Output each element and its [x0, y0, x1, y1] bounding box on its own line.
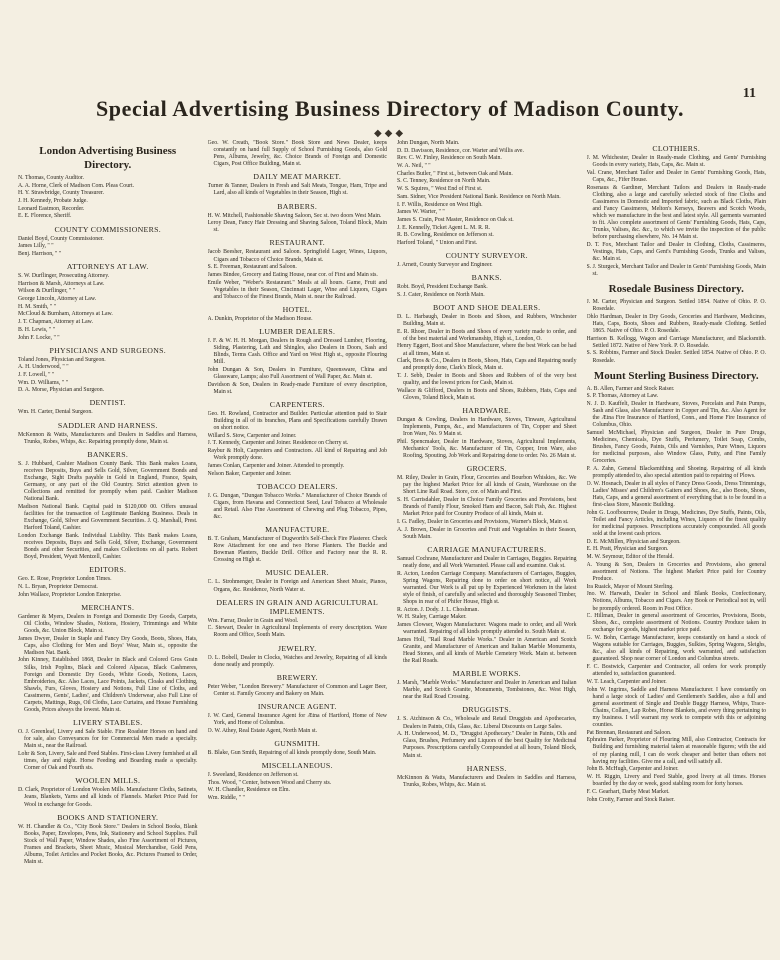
section-heading: HARDWARE.	[462, 406, 512, 415]
directory-entry: D. L. Harbaugh, Dealer in Boots and Shoes, and Rubbers, Winchester Building, Main st.	[397, 313, 577, 327]
directory-entry: J. M. Carter, Physician and Surgeon. Settled 1854. Native of Ohio. P. O. Rosedale.	[586, 298, 766, 313]
directory-entry: John Kinney, Established 1868, Dealer in Black and Colored Gros Grain Silks, Irish Poplins, Black and Colored Alpacas, Black Cashmeres, Foreign and Domestic Dry Goods, White Goods, Notions, Laces, Embroideries, &c. Also Laces, Lace Points, Jackets, Cloaks and Clothing, Shawls, Furs, Gloves, Hosiery and Notions, Full Line of Cloths, and Cassimeres, Gents', Ladies', and Children's Underwear, also Full Line of Carpets, Mattings, Rugs, Oil Cloths, Lace Curtains, and House Furnishing Goods, Prices always the lowest. Main st.	[18, 657, 198, 714]
directory-entry: Geo. H. Rowland, Contractor and Builder. Particular attention paid to Stair Building in all of its branches, Plans and Specifications carefully Drawn on short notice.	[207, 410, 387, 432]
directory-entry: Phil. Spencmaker, Dealer in Hardware, Stoves, Agricultural Implements, Mechanics' Tools, &c. Manufacturer of Tin, Copper, Iron Ware, also Roofing, Spouting, Job Work and Repairing done to order. No. 26 Main st.	[397, 438, 577, 460]
directory-entry: B. H. Lewis, " "	[18, 326, 56, 333]
directory-entry: D. E. McMillen, Physician and Surgeon.	[586, 538, 681, 545]
directory-entry: Henry Eggert, Boot and Shoe Manufacturer, where the best Work can be had at all times, Main st.	[397, 343, 577, 357]
section-heading: JEWELRY.	[278, 643, 317, 653]
directory-entry: O. L. Bobell, Dealer in Clocks, Watches and Jewelry, Repairing of all kinds done neatly and promptly.	[207, 654, 387, 668]
directory-entry: W. H. Riggin, Livery and Feed Stable, good livery at all times. Horses boarded by the day or week, good stabling room for forty horses.	[586, 774, 766, 788]
directory-entry: Geo. W. Creath, "Book Store." Book Store and News Dealer, keeps constantly on hand full Supply of School Furnishing Goods, also Gold Pens, Albums, Jewelry, &c. Choice Brands of Foreign and Domestic Cigars, Post Office Building, Main st.	[207, 140, 387, 168]
directory-entry: I. F. Willis, Residence on West High.	[397, 201, 483, 208]
directory-entry: B. Blake, Gun Smith, Repairing of all kinds promptly done, South Main.	[207, 749, 377, 756]
directory-entry: H. M. Smith, " "	[18, 303, 57, 310]
directory-entry: W. H. Chandler, Residence on Elm.	[207, 787, 290, 794]
directory-entry: James Lilly, " "	[18, 243, 54, 250]
directory-entry: J. S. Atchinson & Co., Wholesale and Retail Druggists and Apothecaries, Dealers in Paints, Oils, Glass, &c. Liberal Discounts on Large Sales.	[397, 716, 577, 730]
directory-entry: J. W. Card, General Insurance Agent for Ætna of Hartford, Home of New York, and Home of Columbus.	[207, 712, 387, 726]
directory-entry: S. S. Robbins, Farmer and Stock Dealer. Settled 1854. Native of Ohio. P. O. Rosedale.	[586, 350, 766, 364]
directory-entry: McKennon & Watts, Manufacturers and Dealers in Saddles and Harness, Trunks, Robes, Whips, &c. Repairing promptly done, Main st.	[18, 431, 198, 445]
directory-entry: S. C. Tenney, Residence on North Main.	[397, 178, 491, 185]
directory-entry: Emile Weber, "Weber's Restaurant." Meals at all hours. Game, Fruit and Vegetables in their Season, Cincinnati Lager, Wine and Liquors, Cigars and Tobacco of the Finest Brands, Main st. near the Railroad.	[207, 279, 387, 300]
section-heading: SADDLER AND HARNESS.	[57, 420, 158, 430]
directory-entry: Jacob Beesher, Restaurant and Saloon. Springfield Lager, Wines, Liquors, Cigars and Tobacco of Choice Brands, Main st.	[207, 249, 387, 263]
section-heading: ATTORNEYS AT LAW.	[66, 262, 149, 271]
directory-entry: A. J. Brown, Dealer in Groceries and Fruit and Vegetables in their Season, South Main.	[397, 526, 577, 540]
section-heading: RESTAURANT.	[269, 238, 326, 248]
directory-entry: Thos. Wood, " Center, between Wood and Cherry sts.	[207, 779, 332, 786]
section-heading: BANKERS.	[87, 449, 129, 459]
directory-column	[397, 140, 577, 946]
directory-entry: Nelson Baker, Carpenter and Joiner.	[207, 470, 292, 477]
section-heading: CARRIAGE MANUFACTURERS.	[427, 544, 547, 554]
section-heading: INSURANCE AGENT.	[257, 701, 337, 711]
section-heading: BANKS.	[471, 273, 502, 283]
directory-entry: Benj. Harrison, " "	[18, 250, 62, 257]
directory-entry: James Holl, "Rail Road Marble Works." Dealer in American and Scotch Granite, and Manufacturer of American and Italian Marble Monuments, Head Stones, and all kinds of Marble Cemetery Work. Main st. between the Rail Roads.	[397, 636, 577, 665]
directory-entry: James Bindee, Grocery and Eating House, near cor. of First and Main sts.	[207, 271, 378, 278]
directory-entry: Wm. D. Williams, " "	[18, 379, 68, 386]
directory-entry: Wm. Farrar, Dealer in Grain and Wool.	[207, 617, 299, 624]
directory-entry: James S. Crain, Post Master, Residence on Oak st.	[397, 216, 514, 223]
directory-entry: W. T. Leach, Carpenter and Joiner.	[586, 678, 667, 685]
section-heading: HOTEL.	[282, 304, 312, 314]
directory-entry: James Dwyer, Dealer in Staple and Fancy Dry Goods, Boots, Shoes, Hats, Caps, also Clothing for Men and Boys' Wear, Main st., opposite the Madison Nat. Bank.	[18, 635, 198, 656]
directory-entry: P. A. Zahn, General Blacksmithing and Shoeing. Repairing of all kinds promptly attended to, also special attention paid to repairing of Plows.	[586, 466, 766, 480]
directory-entry: James Conlan, Carpenter and Joiner. Attended to promptly.	[207, 462, 345, 469]
directory-entry: O. W. Hosnach, Dealer in all styles of Fancy Dress Goods, Dress Trimmings, Ladies' Misses' and Children's Gaiters and Shoes, &c., also Boots, Shoes, Hats, Caps, and a general assortment of everything that is to be found in a first-class Store, Masonic Building.	[586, 480, 766, 509]
directory-entry: R. Acton, London Carriage Company. Manufacturers of Carriages, Buggies, Spring Wagons, Repairing done to order on short notice, all Work warranted. Our Work is all put up by Experienced Workmen in the latest style of finish, of carefully and selected and thoroughly Seasoned Timber, Shops in rear of of Phifer House, High st.	[397, 570, 577, 605]
section-heading: WOOLEN MILLS.	[75, 776, 141, 786]
directory-columns	[18, 140, 766, 946]
directory-entry: John Dungan & Son, Dealers in Furniture, Queensware, China and Glassware, Lamps; also Full Assortment of Wall Paper, &c. Main st.	[207, 366, 387, 381]
directory-entry: Ira Ruaick, Mayor of Mount Sterling.	[586, 583, 674, 590]
section-heading: DENTIST.	[89, 398, 126, 408]
directory-entry: J. Marsh, "Marble Works." Manufacturer and Dealer in American and Italian Marble, and Scotch Granite, Monuments, Tombstones, &c. West High, near the Rail Road Crossing.	[397, 680, 577, 701]
section-heading: HARNESS.	[466, 763, 507, 773]
directory-entry: Ephraim Parker, Proprietor of Flouring Mill, also Contractor, Contracts for Building and furnishing material taken at reasonable figures; with the aid of my planing mill, I can do work cheaper and better than others not having my facilities. Give me a call, and will satisfy all.	[586, 737, 766, 765]
directory-entry: I. G. Fadley, Dealer in Groceries and Provisions, Warner's Block, Main st.	[397, 518, 569, 525]
section-heading: LUMBER DEALERS.	[259, 326, 336, 336]
directory-entry: Willard S. Stow, Carpenter and Joiner.	[207, 432, 297, 439]
directory-entry: E. H. Pratt, Physician and Surgeon.	[586, 546, 669, 553]
directory-entry: Dungan & Cowling, Dealers in Hardware, Stoves, Tinware, Agricultural Implements, Pumps, &c., and Manufacturers of Tin, Copper and Sheet Iron Ware, No. 9 Main st.	[397, 417, 577, 438]
directory-entry: Madison National Bank. Capital paid in $120,000 00. Offers unusual facilities for the transaction of Legitimate Banking Business. Deals in Exchange, Gold, Silver and Government Securities. J. Q. Marshall, Prest. Harford Toland, Cashier.	[18, 503, 198, 532]
directory-entry: Leroy Dean, Fancy Hair Dressing and Shaving Saloon, Toland Block, Main st.	[207, 220, 387, 234]
directory-entry: Wm. Riddle, " "	[207, 794, 245, 801]
title-ornament: ◆◆◆	[373, 128, 407, 139]
directory-entry: W. A. Neil, " "	[397, 163, 431, 170]
section-heading: MISCELLANEOUS.	[261, 760, 333, 770]
section-heading: CLOTHIERS.	[652, 144, 701, 153]
section-heading: GUNSMITH.	[274, 738, 321, 748]
directory-entry: Wilson & Durflinger, " "	[18, 288, 76, 295]
directory-entry: J. Arnett, County Surveyor and Engineer.	[397, 262, 493, 269]
directory-entry: Jno. W. Harwath, Dealer in School and Blank Books, Confectionary, Notions, Albums, Tobacco and Cigars. Any Book or Periodical not in, will be promptly ordered. Room in Post Office.	[586, 591, 766, 612]
directory-entry: M. Riley, Dealer in Grain, Flour, Groceries and Bourbon Whiskies, &c. We pay the highest Market Price for all kinds of Grain, Warehouse on the Short Line Rail Road. Store, cor. of Main and First.	[397, 475, 577, 496]
directory-entry: J. F. & W. H. H. Morgan, Dealers in Rough and Dressed Lumber, Flooring, Siding, Plastering, Lath and Shingles, also Dealers in Doors, Sash and Blinds, Terms Cash. Office and Yard on West High st., opposite Flouring Mill.	[207, 337, 387, 366]
directory-entry: W. H. Chandler & Co., "City Book Store." Dealers in School Books, Blank Books, Paper, Envelopes, Pens, Ink, Stationery and School Supplies. Full Stock of Wall Paper, Window Shades, also Fine Assortment of Pictures, Frames and Brackets, Sheet Music, Musical Merchandise, Gold Pens, Albums, Toilet Articles and Pocket Books, &c. Pictures Framed to Order, Main st.	[18, 823, 198, 866]
directory-entry: Robt. Boyd, President Exchange Bank.	[397, 284, 488, 291]
directory-entry: J. M. Whichester, Dealer in Ready-made Clothing, and Gents' Furnishing Goods in every variety, Hats, Caps, &c. Main st.	[586, 155, 766, 169]
directory-entry: J. T. Kennedy, Carpenter and Joiner. Residence on Cherry st.	[207, 440, 349, 447]
directory-entry: D. A. Morse, Physician and Surgeon.	[18, 387, 105, 394]
directory-entry: J. E. Kennelly, Ticket Agent L. M. R. R.	[397, 224, 491, 231]
directory-title: Rosedale Business Directory.	[608, 282, 744, 295]
directory-entry: A. Dunkin, Proprietor of the Madison House.	[207, 315, 313, 322]
directory-entry: Charles Butler, " First st., between Oak and Main.	[397, 170, 513, 177]
section-heading: EDITORS.	[89, 565, 127, 575]
directory-entry: N. Thomas, County Auditor.	[18, 175, 84, 181]
directory-entry: H. Y. Strawbridge, County Treasurer.	[18, 190, 104, 197]
directory-entry: S. W. Durflinger, Prosecuting Attorney.	[18, 273, 110, 279]
directory-entry: R. B. Cowling, Residence on Jefferson st.	[397, 232, 494, 239]
directory-entry: Toland Jones, Physician and Surgeon.	[18, 356, 106, 363]
section-heading: TOBACCO DEALERS.	[256, 481, 338, 491]
directory-entry: John G. Loofbourrow, Dealer in Drugs, Medicines, Dye Stuffs, Paints, Oils, Toilet and Fancy Articles, including Wines, Liquors of the finest quality for medicinal purposes. Prescriptions accurately compounded. All goods sold at the lowest cash prices.	[586, 509, 766, 538]
section-heading: BOOT AND SHOE DEALERS.	[433, 302, 541, 312]
directory-entry: Samuel McMichael, Physician and Surgeon, Dealer in Pure Drugs, Medicines, Chemicals, Dye Stuffs, Perfumery, Toilet Soap, Combs, Brushes, Fancy Goods, Paints, Oils and Varnishes, Pure Wines, Liquors for medicinal purposes, also Window Glass, Putty, and Fine Family Groceries.	[586, 429, 766, 465]
directory-entry: Geo. E. Rose, Proprietor London Times.	[18, 576, 112, 583]
directory-entry: O. W. Athey, Real Estate Agent, North Main st.	[207, 727, 318, 734]
section-heading: BREWERY.	[276, 672, 318, 682]
directory-entry: Harford Toland, " Union and First.	[397, 239, 478, 246]
section-heading: CARPENTERS.	[269, 399, 325, 409]
section-heading: DEALERS IN GRAIN AND AGRICULTURAL IMPLEMENTS.	[216, 597, 379, 616]
section-heading: COUNTY SURVEYOR.	[445, 251, 528, 261]
directory-entry: W. H. Staley, Carriage Maker.	[397, 614, 467, 621]
directory-entry: John B. McHugh, Carpenter and Joiner.	[586, 766, 679, 773]
directory-entry: Harrison B. Kellogg, Wagon and Carriage Manufacturer, and Blacksmith. Settled 1872. Native of New York. P. O. Rosedale.	[586, 335, 766, 349]
directory-entry: C. Stewart, Dealer in Agricultural Implements of every description. Ware Room and Office, South Main.	[207, 625, 387, 639]
directory-entry: George Lincoln, Attorney at Law.	[18, 296, 97, 303]
directory-entry: C. L. Strohmenger, Dealer in Foreign and American Sheet Music, Pianos, Organs, &c. Residence, North Water st.	[207, 579, 387, 593]
directory-entry: B. T. Graham, Manufacturer of Dugworth's Self-Check Fire Plasterer. Check Row Attachment for one and two Horse Planters. The Buckle and Bowman Planters, Buckle Drill. Office and Factory near the R. R. Crossing on High st.	[207, 536, 387, 564]
section-heading: LIVERY STABLES.	[73, 718, 143, 728]
directory-entry: Samuel Cochrane, Manufacturer and Dealer in Carriages, Buggies. Repairing neatly done, and all Work Warranted. Please call and examine. Oak st.	[397, 555, 577, 569]
section-heading: COUNTY COMMISSIONERS.	[54, 224, 162, 234]
directory-entry: E. E. Florence, Sheriff.	[18, 213, 72, 220]
directory-entry: Turner & Tanner, Dealers in Fresh and Salt Meats, Tongue, Ham, Tripe and Lard, also all kinds of Vegetables in their Season, High st.	[207, 183, 387, 197]
section-heading: BARBERS.	[277, 201, 318, 211]
directory-entry: S. E. Freeman, Restaurant and Saloon.	[207, 264, 297, 271]
directory-column	[208, 140, 388, 946]
directory-entry: McCloud & Burnham, Attorneys at Law.	[18, 311, 113, 318]
directory-entry: C. Hillman, Dealer in general assortment of Groceries, Provisions, Boots, Shoes, &c., complete assortment of Notions. Country Produce taken in exchange for goods, highest market price paid.	[586, 613, 766, 634]
directory-entry: John Dungan, North Main.	[397, 140, 460, 146]
section-heading: MANUFACTURE.	[265, 525, 330, 535]
directory-entry: Raybur & Holt, Carpenters and Contractors. All kind of Repairing and Job Work promptly done.	[207, 448, 387, 462]
section-heading: DRUGGISTS.	[462, 705, 512, 715]
directory-entry: Rev. C. W. Finley, Residence on South Main.	[397, 155, 502, 162]
section-heading: PHYSICIANS AND SURGEONS.	[49, 345, 167, 355]
directory-entry: James W. Warter, " "	[397, 209, 445, 216]
directory-entry: Daniel Boyd, County Commissioner.	[18, 235, 104, 242]
directory-entry: E. R. Rhoer, Dealer in Boots and Shoes of every variety made to order, and of the best material and Workmanship, High st., London, O.	[397, 328, 577, 342]
directory-entry: J. F. Lowell, " "	[18, 371, 55, 378]
directory-entry: Wm. H. Carter, Dental Surgeon.	[18, 409, 93, 416]
directory-entry: John Wallace, Proprietor London Enterprise.	[18, 591, 122, 598]
directory-entry: London Exchange Bank. Individual Liability. This Bank makes Loans, receives Deposits, Buys and Sells Gold, Silver, Exchange, Government Bonds and other Securities, and makes Collections on all parts. Robert Boyd, President, Wyatt Mentzell, Cashier.	[18, 532, 198, 561]
directory-entry: G. W. Bohn, Carriage Manufacturer, keeps constantly on hand a stock of Wagons suitable for Carriages, Buggies, Sulkies, Spring Wagons, Sleighs, &c., also all kinds of Repairing, work warranted, and satisfaction guaranteed. Shop near corner of London and Columbus streets.	[586, 635, 766, 663]
directory-entry: A. Young & Son, Dealers in Groceries and Provisions, also general assortment of Notions. The highest Market Price paid for Country Produce.	[586, 561, 766, 582]
directory-entry: T. J. Sebb, Dealer in Boots and Shoes and Rubbers of of the very best quality, and the lowest prices for Cash, Main st.	[397, 373, 577, 387]
directory-entry: D. Clark, Proprietor of London Woolen Mills. Manufacturer Cloths, Satinets, Jeans, Blankets, Yarns and all kinds of Flannels. Market Price Paid for Wool in exchange for Goods.	[18, 787, 198, 808]
section-heading: MUSIC DEALER.	[265, 568, 329, 578]
directory-entry: N. L. Bryan, Proprietor Democrat.	[18, 583, 98, 590]
page-number: 11	[742, 86, 756, 101]
directory-entry: A. H. Underwood, " "	[18, 364, 69, 371]
section-heading: MERCHANTS.	[81, 602, 135, 612]
directory-entry: Ohlo Hardman, Dealer in Dry Goods, Groceries and Hardware, Medicines, Hats, Caps, Boots, Shoes and Rubbers, Ready-made Clothing. Settled 1865. Native of Ohio. P. O. Rosedale.	[586, 313, 766, 334]
directory-entry: Harrison & Marsh, Attorneys at Law.	[18, 280, 105, 287]
directory-title: Mount Sterling Business Directory.	[593, 369, 759, 382]
directory-entry: S. P. Thomas, Attorney at Law.	[586, 393, 659, 400]
directory-entry: Wallace & Glifford, Dealers in Boots and Shoes, Rubbers, Hats, Caps and Gloves, Toland Block, Main st.	[397, 387, 577, 401]
directory-entry: Rosenaus & Gardiner, Merchant Tailors and Dealers in Ready-made Clothing, also a large and carefully selected stock of fine Cloths and Cassimeres in Domestic and Imported fabric, such as Black Cloths, Plain and Fancy Cassimeres, Melton's Kerseys, Beavers and Scotch Woods, which we manufacture in the best and latest style. All garments warranted to fit. Also complete assortment of Gents' Furnishing Goods, Hats, Caps, Trunks, Valises, &c. &c., to which we invite the inspection of the public before purchasing elsewhere, No. 14 Main st.	[586, 184, 766, 241]
directory-entry: Davidson & Son, Dealers in Ready-made Furniture of every description, Main st.	[207, 381, 387, 395]
directory-entry: John W. Ingrims, Saddle and Harness Manufacturer. I have constantly on hand a large stock of Ladies' and Gentlemen's Saddles, also a full and general assortment of Single and Double Buggy Harness, Whips, Trace-Chains, Collars, Lap Robes, Horse Blankets, and every thing pertaining to my business. I will warrant my work to compete with this or adjoining counties.	[586, 686, 766, 728]
page-title: Special Advertising Business Directory of Madison County.	[95, 96, 685, 121]
directory-entry: A. H. Underwood, M. D., "Druggist Apothecary." Dealer in Paints, Oils and Glass, Brushes, Perfumery and Liquors of the best Quality for Medicinal Purposes. Prescriptions carefully Compounded at all hours, Toland Block, Main st.	[397, 731, 577, 759]
directory-entry: Clark, Bros & Co., Dealers in Boots, Shoes, Hats, Caps and Repairing neatly and promptly done, Clark's Block, Main st.	[397, 358, 577, 372]
section-heading: BOOKS AND STATIONERY.	[57, 812, 159, 822]
directory-entry: Leonard Eastmon, Recorder.	[18, 205, 85, 212]
directory-entry: Sam. Sidner, Vice President National Bank. Residence on North Main.	[397, 193, 561, 200]
directory-entry: O. J. Greenleaf, Livery and Sale Stable. Fine Roadster Horses on hand and for sale, also Conveyances for for Commercial Men made a specialty. Main st., near the Railroad.	[18, 729, 198, 750]
directory-entry: N. J. D. Kauffelt, Dealer in Hardware, Stoves, Porcelain and Pain Pumps, Sash and Glass, also Manufacturer in Copper and Tin, &c. Also Agent for the Ætna Fire Insurance of Hartford, Conn., and Home Fire Insurance of Columbus, Ohio.	[586, 400, 766, 429]
directory-entry: John Crotty, Farmer and Stock Raiser.	[586, 796, 675, 803]
directory-entry: S. J. Cater, Residence on North Main.	[397, 291, 485, 298]
directory-entry: Lohr & Son, Livery, Sale and Feed Stables. First-class Livery furnished at all times, day and night. Horse Feeding and Boarding made a specialty. Corner of Oak and Fourth sts.	[18, 751, 198, 772]
directory-entry: F. C. Bostwick, Carpenter and Contractor, all orders for work promptly attended to, satisfaction guaranteed.	[586, 664, 766, 678]
directory-entry: John F. Locke, " "	[18, 334, 60, 341]
directory-entry: Gardener & Myers, Dealers in Foreign and Domestic Dry Goods, Carpets, Oil Cloths, Window Shades, Notions, Hosiery, Trimmings and White Goods, &c. Union Block, Main st.	[18, 613, 198, 634]
directory-entry: J. T. Chapman, Attorney at Law.	[18, 319, 93, 326]
section-heading: GROCERS.	[466, 464, 507, 474]
directory-entry: S. J. Sturgeck, Merchant Tailor and Dealer in Gents' Furnishing Goods, Main st.	[586, 263, 766, 277]
directory-entry: J. H. Kennedy, Probate Judge.	[18, 198, 88, 205]
directory-entry: F. C. Gearhart, Darby Meat Market.	[586, 788, 670, 795]
directory-column	[587, 140, 767, 946]
directory-entry: A. A. Horne, Clerk of Madison Com. Pleas Court.	[18, 182, 135, 189]
directory-entry: W. S. Squires, " West End of First st.	[397, 186, 483, 193]
directory-entry: D. T. Fox, Merchant Tailor and Dealer in Clothing, Cloths, Cassimeres, Vestings, Hats, Caps, and Gent's Furnishing Goods, Trunks and Valises, &c. Main st.	[586, 241, 766, 263]
directory-entry: D. D. Davisson, Residence, cor. Warter and Willis ave.	[397, 147, 524, 154]
directory-title: London Advertising Business Directory.	[39, 145, 177, 171]
directory-entry: Peter Weber, "London Brewery." Manufacturer of Common and Lager Beer, Center st. Family Grocery and Bakery on Main.	[207, 683, 387, 697]
directory-entry: James Clowser, Wagon Manufacturer. Wagons made to order, and all Work warranted. Repairing of all kinds promptly attended to. South Main st.	[397, 622, 577, 636]
directory-entry: S. H. Carrisdahler, Dealer in Choice Family Groceries and Provisions, best Brands of Family Flour, Smoked Ham and Bacon, Salt Fish, &c. Highest Market Price paid for Country Produce of all kinds, Main st.	[397, 497, 577, 518]
directory-entry: M. W. Seymour, Editor of the Herald.	[586, 554, 674, 561]
section-heading: MARBLE WORKS.	[452, 669, 521, 679]
directory-entry: R. Acton. J. Dody. J. L. Choshman.	[397, 606, 479, 613]
directory-entry: H. W. Mitchell, Fashionable Shaving Saloon, Sec st. two doors West Main.	[207, 212, 382, 219]
directory-entry: J. Sweeland, Residence on Jefferson st.	[207, 771, 299, 778]
directory-entry: Val. Crane, Merchant Tailor and Dealer in Gents' Furnishing Goods, Hats, Caps, &c., Fifer House.	[586, 169, 766, 183]
directory-entry: S. J. Hubbard, Cashier Madison County Bank. This Bank makes Loans, receives Deposits, Buys and Sells Gold, Silver, Government Bonds and Exchange, Sight Drafts payable in Gold in England, France, Spain, Germany, or any part of the Old Country. Strict attention given to Collections and remitted for promptly when paid. Cashier Madison National Bank.	[18, 460, 198, 503]
directory-entry: Pat Brennan, Restaurant and Saloon.	[586, 729, 672, 736]
directory-entry: A. B. Allen, Farmer and Stock Raiser.	[586, 385, 675, 392]
directory-entry: McKinnon & Watts, Manufacturers and Dealers in Saddles and Harness, Trunks, Robes, Whips, &c. Main st.	[397, 774, 577, 788]
section-heading: DAILY MEAT MARKET.	[253, 172, 342, 182]
directory-entry: J. G. Dungan, "Dungan Tobacco Works." Manufacturer of Choice Brands of Cigars, from Havana and Connecticut Seed, Leaf Tobacco at Wholesale and Retail. Also Fine Assortment of Chewing and Plug Tobacco, Pipes, &c.	[207, 492, 387, 520]
directory-column	[18, 140, 198, 946]
